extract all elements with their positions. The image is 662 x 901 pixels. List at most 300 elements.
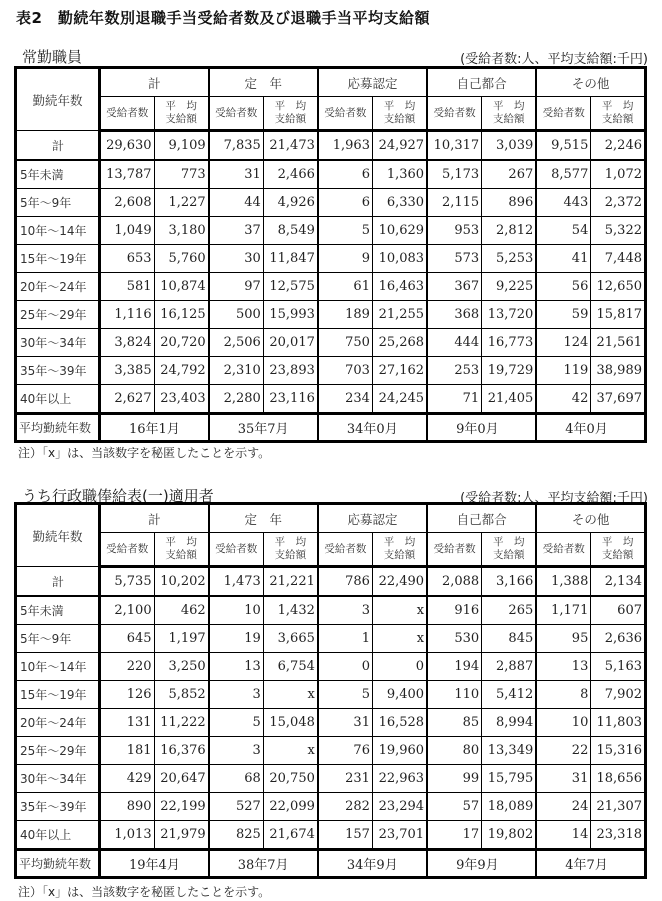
row-label: 40年以上 [16, 385, 100, 414]
table-row [16, 160, 646, 189]
table-row [16, 385, 646, 414]
cell-average-amount: 12,575 [263, 273, 318, 301]
cell-count: 76 [318, 737, 373, 765]
cell-average-amount: 15,795 [482, 765, 537, 793]
cell-average-amount: 15,316 [591, 737, 646, 765]
subheader-count: 受給者数 [318, 97, 373, 131]
table-row [16, 189, 646, 217]
cell-count: 1 [318, 625, 373, 653]
cell-average-amount: 9,400 [372, 681, 427, 709]
subheader-count: 受給者数 [100, 97, 155, 131]
cell-count: 8 [536, 681, 591, 709]
row-label: 15年～19年 [16, 681, 100, 709]
cell-count: 368 [427, 301, 482, 329]
row-label: 5年未満 [16, 596, 100, 625]
cell-count: 750 [318, 329, 373, 357]
cell-count: 3,385 [100, 357, 155, 385]
subheader-count: 受給者数 [209, 533, 264, 567]
row-label: 10年～14年 [16, 653, 100, 681]
cell-count: 9,515 [536, 131, 591, 161]
row-label: 平均勤続年数 [16, 414, 100, 442]
cell-average-amount: 267 [482, 160, 537, 189]
cell-average-amount: x [263, 737, 318, 765]
cell-average-amount: 16,463 [372, 273, 427, 301]
total-row [16, 567, 646, 597]
table-row [16, 737, 646, 765]
subheader-count: 受給者数 [209, 97, 264, 131]
cell-count: 2,088 [427, 567, 482, 597]
cell-average-amount: 18,089 [482, 793, 537, 821]
cell-count: 5,173 [427, 160, 482, 189]
table-row [16, 301, 646, 329]
cell-count: 37 [209, 217, 264, 245]
cell-count: 95 [536, 625, 591, 653]
cell-count: 126 [100, 681, 155, 709]
cell-average-tenure: 34年9月 [318, 850, 427, 878]
subheader-average-amount [591, 97, 646, 131]
cell-count: 80 [427, 737, 482, 765]
cell-average-amount: 15,993 [263, 301, 318, 329]
cell-average-amount: 2,134 [591, 567, 646, 597]
cell-count: 181 [100, 737, 155, 765]
cell-count: 42 [536, 385, 591, 414]
cell-count: 71 [427, 385, 482, 414]
cell-count: 22 [536, 737, 591, 765]
cell-count: 581 [100, 273, 155, 301]
cell-count: 1,473 [209, 567, 264, 597]
header-group-retirement-age: 定 年 [209, 68, 318, 97]
cell-count: 5,735 [100, 567, 155, 597]
cell-average-amount: 10,874 [154, 273, 209, 301]
cell-average-amount: 5,760 [154, 245, 209, 273]
header-tenure: 勤続年数 [16, 504, 100, 567]
cell-count: 3,824 [100, 329, 155, 357]
cell-count: 44 [209, 189, 264, 217]
cell-average-amount: 23,294 [372, 793, 427, 821]
cell-average-amount: 7,448 [591, 245, 646, 273]
cell-count: 2,280 [209, 385, 264, 414]
cell-count: 2,115 [427, 189, 482, 217]
cell-count: 24 [536, 793, 591, 821]
subheader-count: 受給者数 [100, 533, 155, 567]
cell-average-amount: 1,360 [372, 160, 427, 189]
cell-average-amount: 22,963 [372, 765, 427, 793]
cell-count: 10 [536, 709, 591, 737]
row-label: 35年～39年 [16, 793, 100, 821]
cell-count: 97 [209, 273, 264, 301]
subheader-average-line2: 支給額 [383, 113, 416, 125]
cell-average-amount: 21,473 [263, 131, 318, 161]
cell-count: 573 [427, 245, 482, 273]
cell-count: 54 [536, 217, 591, 245]
cell-average-amount: 15,817 [591, 301, 646, 329]
subheader-average-amount [482, 97, 537, 131]
cell-count: 41 [536, 245, 591, 273]
cell-count: 500 [209, 301, 264, 329]
cell-average-tenure: 38年7月 [209, 850, 318, 878]
subheader-count: 受給者数 [427, 533, 482, 567]
cell-average-amount: 5,322 [591, 217, 646, 245]
row-label: 30年～34年 [16, 329, 100, 357]
cell-average-amount: 16,528 [372, 709, 427, 737]
cell-average-amount: 12,650 [591, 273, 646, 301]
cell-count: 282 [318, 793, 373, 821]
subheader-average-line2: 支給額 [383, 549, 416, 561]
cell-average-amount: 5,253 [482, 245, 537, 273]
row-label: 計 [16, 131, 100, 161]
cell-count: 234 [318, 385, 373, 414]
footnote: 注）「x」は、当該数字を秘匿したことを示す。 [18, 885, 271, 899]
table-row [16, 596, 646, 625]
cell-average-amount: 0 [372, 653, 427, 681]
subheader-count: 受給者数 [318, 533, 373, 567]
cell-count: 2,627 [100, 385, 155, 414]
cell-average-amount: 21,405 [482, 385, 537, 414]
header-group-other: その他 [536, 68, 645, 97]
header-group-other: その他 [536, 504, 645, 533]
subheader-average-line1: 平 均 [492, 100, 525, 112]
cell-count: 2,506 [209, 329, 264, 357]
cell-count: 7,835 [209, 131, 264, 161]
cell-average-tenure: 35年7月 [209, 414, 318, 442]
cell-average-tenure: 34年0月 [318, 414, 427, 442]
row-label: 20年～24年 [16, 709, 100, 737]
subheader-average-amount [482, 533, 537, 567]
cell-average-amount: 21,561 [591, 329, 646, 357]
cell-count: 231 [318, 765, 373, 793]
cell-count: 10,317 [427, 131, 482, 161]
cell-count: 916 [427, 596, 482, 625]
cell-average-amount: 18,656 [591, 765, 646, 793]
cell-average-tenure: 16年1月 [100, 414, 209, 442]
row-label: 25年～29年 [16, 301, 100, 329]
cell-count: 825 [209, 821, 264, 850]
cell-count: 10 [209, 596, 264, 625]
cell-average-amount: 2,372 [591, 189, 646, 217]
cell-count: 530 [427, 625, 482, 653]
cell-count: 29,630 [100, 131, 155, 161]
row-label: 35年～39年 [16, 357, 100, 385]
units-label: (受給者数:人、平均支給額:千円) [460, 52, 648, 67]
row-label: 5年未満 [16, 160, 100, 189]
cell-count: 189 [318, 301, 373, 329]
cell-average-amount: 22,099 [263, 793, 318, 821]
cell-average-amount: 896 [482, 189, 537, 217]
subheader-average-line1: 平 均 [492, 536, 525, 548]
cell-average-amount: 8,549 [263, 217, 318, 245]
cell-count: 220 [100, 653, 155, 681]
row-label: 平均勤続年数 [16, 850, 100, 878]
subheader-average-line1: 平 均 [383, 100, 416, 112]
cell-average-amount: 3,039 [482, 131, 537, 161]
cell-average-amount: 10,083 [372, 245, 427, 273]
cell-average-amount: 23,701 [372, 821, 427, 850]
cell-count: 8,577 [536, 160, 591, 189]
header-group-voluntary-approved: 応募認定 [318, 68, 427, 97]
total-row [16, 131, 646, 161]
subheader-average-line1: 平 均 [165, 100, 197, 112]
subheader-average-line1: 平 均 [601, 100, 634, 112]
cell-average-amount: 37,697 [591, 385, 646, 414]
table-row [16, 709, 646, 737]
section-title-regular-staff: 常勤職員 [22, 48, 83, 66]
cell-average-amount: 19,729 [482, 357, 537, 385]
subheader-average-line2: 支給額 [165, 549, 197, 561]
header-group-total: 計 [100, 504, 209, 533]
cell-average-amount: 24,245 [372, 385, 427, 414]
subheader-count: 受給者数 [427, 97, 482, 131]
cell-average-amount: x [372, 596, 427, 625]
table-row [16, 653, 646, 681]
cell-count: 68 [209, 765, 264, 793]
cell-average-amount: 27,162 [372, 357, 427, 385]
cell-average-amount: 2,246 [591, 131, 646, 161]
table-row [16, 273, 646, 301]
table-row [16, 765, 646, 793]
document-title: 表2 勤続年数別退職手当受給者数及び退職手当平均支給額 [16, 9, 430, 27]
subheader-average-line2: 支給額 [601, 113, 634, 125]
cell-count: 6 [318, 160, 373, 189]
header-group-personal-reasons: 自己都合 [427, 68, 536, 97]
row-label: 20年～24年 [16, 273, 100, 301]
subheader-average-line2: 支給額 [492, 113, 525, 125]
header-group-voluntary-approved: 応募認定 [318, 504, 427, 533]
cell-count: 61 [318, 273, 373, 301]
cell-average-tenure: 4年0月 [536, 414, 645, 442]
cell-average-tenure: 4年7月 [536, 850, 645, 878]
cell-count: 31 [536, 765, 591, 793]
header-group-personal-reasons: 自己都合 [427, 504, 536, 533]
cell-count: 31 [209, 160, 264, 189]
cell-count: 5 [318, 681, 373, 709]
cell-average-amount: 3,250 [154, 653, 209, 681]
cell-average-amount: 21,255 [372, 301, 427, 329]
cell-count: 1,171 [536, 596, 591, 625]
cell-count: 9 [318, 245, 373, 273]
cell-count: 17 [427, 821, 482, 850]
cell-count: 443 [536, 189, 591, 217]
cell-average-amount: 10,629 [372, 217, 427, 245]
subheader-count: 受給者数 [536, 533, 591, 567]
cell-average-amount: 13,349 [482, 737, 537, 765]
cell-count: 19 [209, 625, 264, 653]
cell-count: 5 [209, 709, 264, 737]
cell-count: 30 [209, 245, 264, 273]
cell-count: 2,310 [209, 357, 264, 385]
table-row [16, 625, 646, 653]
cell-average-amount: 21,221 [263, 567, 318, 597]
section-title-admin-salary-scale: うち行政職俸給表(一)適用者 [22, 487, 214, 505]
cell-average-amount: 7,902 [591, 681, 646, 709]
cell-count: 1,049 [100, 217, 155, 245]
regular-staff-table [14, 66, 647, 443]
subheader-average-line1: 平 均 [601, 536, 634, 548]
subheader-average-amount [372, 97, 427, 131]
cell-average-amount: 20,720 [154, 329, 209, 357]
cell-average-amount: 20,750 [263, 765, 318, 793]
cell-average-amount: 3,166 [482, 567, 537, 597]
cell-average-amount: 2,636 [591, 625, 646, 653]
subheader-average-line1: 平 均 [383, 536, 416, 548]
cell-count: 429 [100, 765, 155, 793]
cell-count: 13 [536, 653, 591, 681]
cell-average-amount: 23,318 [591, 821, 646, 850]
cell-average-amount: 21,307 [591, 793, 646, 821]
cell-count: 59 [536, 301, 591, 329]
cell-average-amount: 13,720 [482, 301, 537, 329]
cell-count: 13,787 [100, 160, 155, 189]
subheader-average-line2: 支給額 [274, 549, 307, 561]
row-label: 25年～29年 [16, 737, 100, 765]
cell-average-tenure: 9年0月 [427, 414, 536, 442]
row-label: 40年以上 [16, 821, 100, 850]
cell-average-amount: 11,803 [591, 709, 646, 737]
cell-count: 786 [318, 567, 373, 597]
cell-average-amount: 2,466 [263, 160, 318, 189]
cell-count: 2,100 [100, 596, 155, 625]
table-row [16, 357, 646, 385]
cell-average-amount: 16,376 [154, 737, 209, 765]
footnote: 注）「x」は、当該数字を秘匿したことを示す。 [18, 446, 271, 460]
table-row [16, 821, 646, 850]
cell-average-amount: 16,125 [154, 301, 209, 329]
cell-count: 13 [209, 653, 264, 681]
cell-average-amount: 1,432 [263, 596, 318, 625]
cell-average-amount: 6,330 [372, 189, 427, 217]
row-label: 10年～14年 [16, 217, 100, 245]
cell-average-amount: 21,979 [154, 821, 209, 850]
table-row [16, 793, 646, 821]
subheader-average-amount [263, 533, 318, 567]
cell-average-amount: 19,802 [482, 821, 537, 850]
cell-average-amount: 16,773 [482, 329, 537, 357]
table-row [16, 245, 646, 273]
cell-count: 131 [100, 709, 155, 737]
cell-average-amount: 1,227 [154, 189, 209, 217]
cell-count: 31 [318, 709, 373, 737]
header-group-total: 計 [100, 68, 209, 97]
table-row [16, 329, 646, 357]
cell-average-amount: 845 [482, 625, 537, 653]
subheader-average-line2: 支給額 [492, 549, 525, 561]
cell-average-tenure: 9年9月 [427, 850, 536, 878]
cell-count: 653 [100, 245, 155, 273]
cell-average-amount: 2,887 [482, 653, 537, 681]
average-tenure-row [16, 850, 646, 878]
subheader-average-amount [263, 97, 318, 131]
cell-count: 6 [318, 189, 373, 217]
cell-count: 5 [318, 217, 373, 245]
cell-count: 110 [427, 681, 482, 709]
cell-average-amount: 11,847 [263, 245, 318, 273]
admin-salary-table [14, 502, 647, 879]
row-label: 計 [16, 567, 100, 597]
subheader-average-line2: 支給額 [601, 549, 634, 561]
cell-average-amount: 22,199 [154, 793, 209, 821]
cell-count: 444 [427, 329, 482, 357]
cell-average-amount: 15,048 [263, 709, 318, 737]
row-label: 5年～9年 [16, 625, 100, 653]
cell-average-amount: 25,268 [372, 329, 427, 357]
cell-count: 890 [100, 793, 155, 821]
subheader-average-amount [372, 533, 427, 567]
cell-average-amount: 19,960 [372, 737, 427, 765]
cell-average-amount: 5,163 [591, 653, 646, 681]
cell-count: 1,963 [318, 131, 373, 161]
cell-count: 2,608 [100, 189, 155, 217]
cell-average-amount: 23,403 [154, 385, 209, 414]
cell-count: 85 [427, 709, 482, 737]
cell-count: 253 [427, 357, 482, 385]
cell-average-amount: 5,852 [154, 681, 209, 709]
cell-count: 1,388 [536, 567, 591, 597]
cell-average-amount: 20,647 [154, 765, 209, 793]
cell-count: 367 [427, 273, 482, 301]
cell-count: 57 [427, 793, 482, 821]
cell-count: 3 [318, 596, 373, 625]
cell-count: 14 [536, 821, 591, 850]
table-row [16, 217, 646, 245]
cell-count: 3 [209, 737, 264, 765]
cell-average-amount: 23,116 [263, 385, 318, 414]
cell-count: 3 [209, 681, 264, 709]
cell-average-amount: 11,222 [154, 709, 209, 737]
cell-average-amount: 1,072 [591, 160, 646, 189]
cell-count: 953 [427, 217, 482, 245]
cell-average-amount: 2,812 [482, 217, 537, 245]
cell-count: 119 [536, 357, 591, 385]
table-row [16, 681, 646, 709]
subheader-average-amount [154, 533, 209, 567]
cell-average-amount: 38,989 [591, 357, 646, 385]
cell-average-amount: 773 [154, 160, 209, 189]
cell-average-amount: 9,225 [482, 273, 537, 301]
subheader-average-amount [591, 533, 646, 567]
cell-average-amount: 22,490 [372, 567, 427, 597]
units-label: (受給者数:人、平均支給額:千円) [460, 491, 648, 506]
cell-count: 1,116 [100, 301, 155, 329]
cell-average-amount: 1,197 [154, 625, 209, 653]
header-group-retirement-age: 定 年 [209, 504, 318, 533]
cell-average-amount: 3,665 [263, 625, 318, 653]
subheader-average-line1: 平 均 [274, 536, 307, 548]
cell-count: 124 [536, 329, 591, 357]
cell-average-amount: 24,927 [372, 131, 427, 161]
cell-average-amount: 9,109 [154, 131, 209, 161]
header-tenure: 勤続年数 [16, 68, 100, 131]
subheader-average-line1: 平 均 [165, 536, 197, 548]
row-label: 5年～9年 [16, 189, 100, 217]
subheader-average-line2: 支給額 [274, 113, 307, 125]
cell-average-tenure: 19年4月 [100, 850, 209, 878]
cell-average-amount: 4,926 [263, 189, 318, 217]
cell-average-amount: 10,202 [154, 567, 209, 597]
cell-count: 527 [209, 793, 264, 821]
cell-count: 703 [318, 357, 373, 385]
row-label: 15年～19年 [16, 245, 100, 273]
cell-count: 99 [427, 765, 482, 793]
cell-average-amount: 5,412 [482, 681, 537, 709]
subheader-average-line1: 平 均 [274, 100, 307, 112]
cell-average-amount: 21,674 [263, 821, 318, 850]
cell-count: 194 [427, 653, 482, 681]
cell-count: 56 [536, 273, 591, 301]
cell-average-amount: 265 [482, 596, 537, 625]
cell-average-amount: 8,994 [482, 709, 537, 737]
cell-average-amount: 6,754 [263, 653, 318, 681]
cell-average-amount: x [372, 625, 427, 653]
subheader-average-amount [154, 97, 209, 131]
